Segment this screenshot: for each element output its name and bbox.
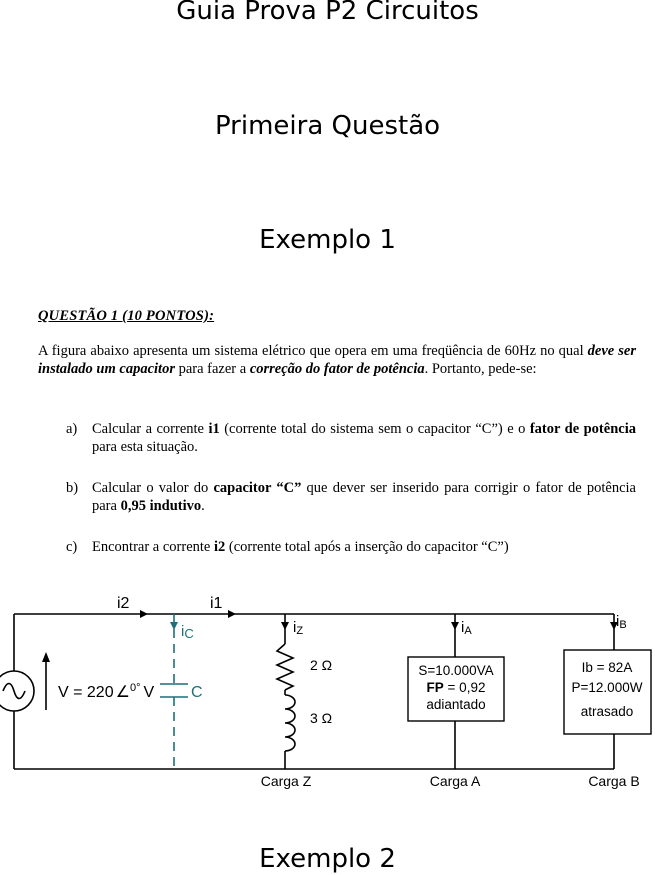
i2-arrow-icon	[140, 610, 148, 618]
load-b-line1: Ib = 82A	[581, 660, 633, 675]
item-text: para esta situação.	[92, 439, 198, 455]
label-i2: i2	[117, 595, 130, 612]
intro-text-2: para fazer a	[174, 361, 250, 377]
item-bold: i1	[208, 421, 220, 437]
item-bold: capacitor “C”	[213, 480, 302, 496]
example-1-title: Exemplo 1	[259, 225, 396, 255]
section-title: Primeira Questão	[214, 111, 441, 141]
resistor-icon	[277, 644, 293, 690]
item-text: que dever ser inserido para corrigir o fator de potência para	[92, 480, 636, 514]
item-bold: 0,95 indutivo	[120, 498, 202, 514]
item-label: b)	[66, 480, 79, 496]
example-2-title: Exemplo 2	[259, 844, 396, 874]
label-iz: iZ	[293, 619, 304, 637]
item-text: (corrente total após a inserção do capacitor “C”)	[225, 539, 509, 555]
label-ic: iC	[181, 623, 194, 641]
i1-arrow-icon	[228, 610, 236, 618]
item-text: Calcular o valor do	[92, 480, 214, 496]
label-ib: iB	[616, 613, 627, 631]
label-ia: iA	[461, 619, 472, 637]
reactance-label: 3 Ω	[310, 710, 333, 726]
item-label: a)	[66, 421, 78, 437]
document-title: Guia Prova P2 Circuitos	[176, 0, 479, 26]
label-carga-b: Carga B	[588, 773, 640, 789]
inductor-icon	[285, 695, 295, 751]
resistance-label: 2 Ω	[310, 657, 333, 673]
item-bold: i2	[213, 539, 226, 555]
label-carga-a: Carga A	[429, 773, 481, 789]
ia-arrow-icon	[451, 622, 459, 630]
intro-text-3: . Portanto, pede-se:	[424, 361, 537, 377]
label-i1: i1	[210, 595, 223, 612]
item-text: (corrente total do sistema sem o capacitor “C”) e o	[219, 421, 530, 437]
item-text: Calcular a corrente	[92, 421, 209, 437]
intro-text-1: A figura abaixo apresenta um sistema elétrico que opera em uma freqüência de 60Hz no qual	[38, 343, 588, 359]
load-a-line2: FP = 0,92	[426, 680, 486, 695]
item-label: c)	[66, 539, 78, 555]
capacitor-label: C	[191, 684, 203, 701]
iz-arrow-icon	[281, 622, 289, 630]
item-text: .	[201, 498, 205, 514]
load-a-line1: S=10.000VA	[418, 663, 494, 678]
source-voltage-label: V = 220 ∠$^0$° V	[58, 682, 155, 701]
question-heading: QUESTÃO 1 (10 PONTOS):	[38, 308, 215, 324]
intro-emphasis-1: deve ser instalado um capacitor	[38, 343, 637, 377]
voltage-arrowhead-icon	[42, 652, 50, 662]
load-b-line3: atrasado	[580, 704, 634, 719]
load-b-line2: P=12.000W	[571, 680, 643, 695]
item-bold: fator de potência	[529, 421, 636, 437]
ac-source-icon	[0, 671, 34, 711]
intro-emphasis-2: correção do fator de potência	[249, 361, 425, 377]
label-carga-z: Carga Z	[260, 773, 312, 789]
ic-arrow-icon	[170, 622, 178, 630]
load-a-line3: adiantado	[426, 697, 486, 712]
item-text: Encontrar a corrente	[92, 539, 214, 555]
angle-symbol: ∠	[115, 684, 130, 701]
